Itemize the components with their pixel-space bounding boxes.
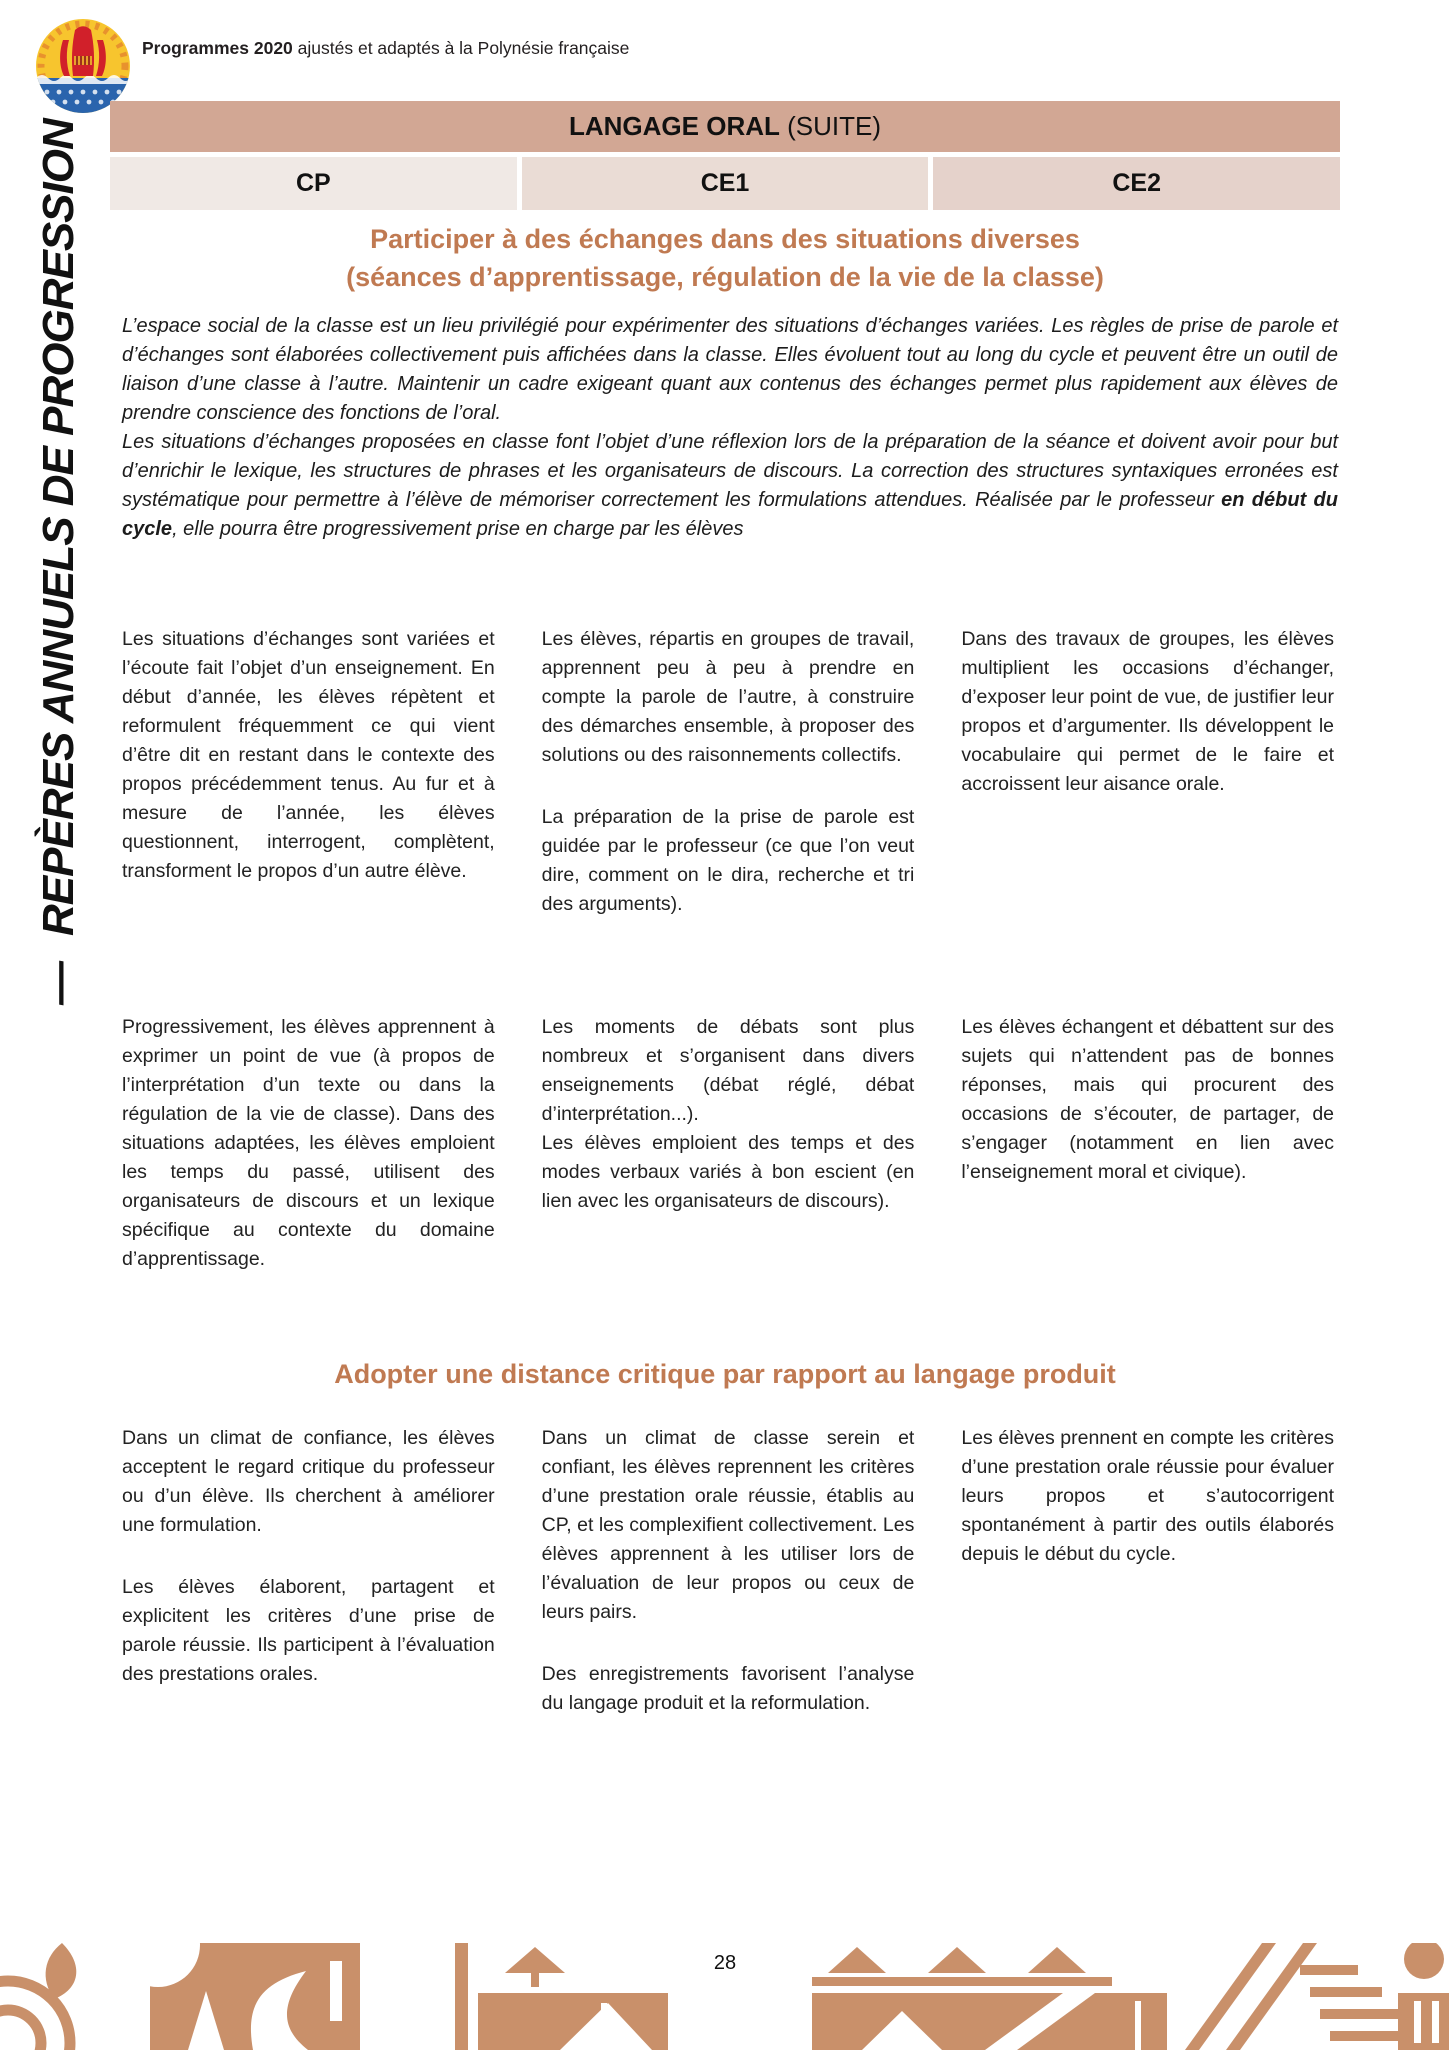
paragraph: Les moments de débats sont plus nombreux et s’organisent dans divers enseignements (débat réglé, débat d’interprétation...).	[541, 1016, 915, 1125]
column-header-cp: CP	[110, 157, 517, 210]
paragraph: Des enregistrements favorisent l’analyse du langage produit et la reformulation.	[541, 1663, 915, 1714]
section2-cp	[122, 1424, 495, 1718]
intro-p2-before: Les situations d’échanges proposées en classe font l’objet d’une réflexion lors de la préparation de la séance et doivent avoir pour but d’enrichir le lexique, les structures de phrases et les organisateurs de discours. La correction des structures syntaxiques erronées est systématique pour permettre à l’élève de mémoriser correctement les formulations attendues. Réalisée par le professeur	[122, 431, 1338, 511]
footer-tapa-pattern	[0, 1943, 1449, 2050]
paragraph: Dans un climat de classe serein et confiant, les élèves reprennent les critères d’une prestation orale réussie, établis au CP, et les complexifient collectivement. Les élèves apprennent à les utiliser lors de l’évaluation de leur propos ou ceux de leurs pairs.	[541, 1427, 915, 1623]
sidebar-vertical-label	[34, 119, 84, 1005]
section2-title: Adopter une distance critique par rapport au langage produit	[334, 1359, 1116, 1389]
section1-title-line2: (séances d’apprentissage, régulation de la vie de la classe)	[346, 262, 1104, 292]
paragraph: Les élèves prennent en compte les critères d’une prestation orale réussie pour évaluer leurs propos et s’autocorrigent spontanément à partir des outils élaborés depuis le début du cycle.	[961, 1427, 1335, 1565]
intro-paragraph-2	[122, 428, 1338, 544]
sidebar-label-text: REPÈRES ANNUELS DE PROGRESSION	[34, 119, 83, 936]
document-header-title	[142, 38, 629, 59]
section2-row	[122, 1424, 1334, 1718]
banner-rest: (SUITE)	[779, 111, 881, 141]
banner-bold: LANGAGE ORAL	[569, 111, 780, 141]
paragraph: La préparation de la prise de parole est guidée par le professeur (ce que l’on veut dire, comment on le dira, recherche et tri des arguments).	[541, 806, 915, 915]
paragraph: Les élèves élaborent, partagent et explicitent les critères d’une prise de parole réussie. Ils participent à l’évaluation des prestations orales.	[122, 1576, 495, 1685]
paragraph: Progressivement, les élèves apprennent à exprimer un point de vue (à propos de l’interprétation d’un texte ou dans la régulation de la vie de classe). Dans des situations adaptées, les élèves emploient les temps du passé, utilisent des organisateurs de discours et un lexique spécifique au contexte du domaine d’apprentissage.	[122, 1016, 495, 1270]
column-header-ce2: CE2	[933, 157, 1340, 210]
grade-column-headers	[110, 157, 1340, 210]
tapa-pattern-icon	[0, 1943, 1449, 2050]
paragraph: Les élèves, répartis en groupes de travail, apprennent peu à peu à prendre en compte la parole de l’autre, à construire des démarches ensemble, à proposer des solutions ou des raisonnements collectifs.	[541, 628, 915, 766]
section1-row1	[122, 625, 1334, 919]
paragraph: Dans un climat de confiance, les élèves acceptent le regard critique du professeur ou d’un élève. Ils cherchent à améliorer une formulation.	[122, 1427, 495, 1536]
header-title-bold: Programmes 2020	[142, 38, 293, 58]
section1-row2-cp	[122, 1013, 495, 1274]
sidebar-dash: —	[34, 962, 83, 1005]
header-title-rest: ajustés et adaptés à la Polynésie française	[292, 38, 630, 58]
table-banner-langage-oral	[110, 101, 1340, 152]
section1-intro	[122, 312, 1338, 544]
paragraph: Les situations d’échanges sont variées et l’écoute fait l’objet d’un enseignement. En début d’année, les élèves répètent et reformulent fréquemment ce qui vient d’être dit en restant dans le contexte des propos précédemment tenus. Au fur et à mesure de l’année, les élèves questionnent, interrogent, complètent, transforment le propos d’un autre élève.	[122, 628, 495, 882]
intro-p2-bold: en début du cycle	[122, 489, 1338, 540]
section1-row1-ce2	[961, 625, 1334, 919]
intro-paragraph-1: L’espace social de la classe est un lieu privilégié pour expérimenter des situations d’échanges variées. Les règles de prise de parole et d’échanges sont élaborées collectivement puis affichées dans la classe. Elles évoluent tout au long du cycle et peuvent être un outil de liaison d’une classe à l’autre. Maintenir un cadre exigeant quant aux contenus des échanges permet plus rapidement aux élèves de prendre conscience des fonctions de l’oral.	[122, 315, 1338, 424]
section1-row2-ce2	[961, 1013, 1334, 1274]
section1-row2-ce1	[542, 1013, 915, 1274]
column-header-ce1: CE1	[522, 157, 929, 210]
paragraph: Dans des travaux de groupes, les élèves multiplient les occasions d’échanger, d’exposer leur point de vue, de justifier leur propos et d’argumenter. Ils développent le vocabulaire qui permet de le faire et accroissent leur aisance orale.	[961, 628, 1335, 795]
page-number: 28	[713, 1952, 737, 1974]
paragraph: Les élèves échangent et débattent sur des sujets qui n’attendent pas de bonnes réponses, mais qui procurent des occasions de s’écouter, de partager, de s’engager (notamment en lien avec l’enseignement moral et civique).	[961, 1016, 1335, 1183]
intro-p2-after: , elle pourra être progressivement prise en charge par les élèves	[172, 518, 744, 540]
section2-ce1	[542, 1424, 915, 1718]
section1-row1-ce1	[542, 625, 915, 919]
section2-ce2	[961, 1424, 1334, 1718]
section1-row1-cp	[122, 625, 495, 919]
section1-title-line1: Participer à des échanges dans des situations diverses	[370, 224, 1080, 254]
paragraph: Les élèves emploient des temps et des modes verbaux variés à bon escient (en lien avec les organisateurs de discours).	[541, 1132, 915, 1212]
section1-title	[110, 220, 1340, 296]
section1-row2	[122, 1013, 1334, 1274]
